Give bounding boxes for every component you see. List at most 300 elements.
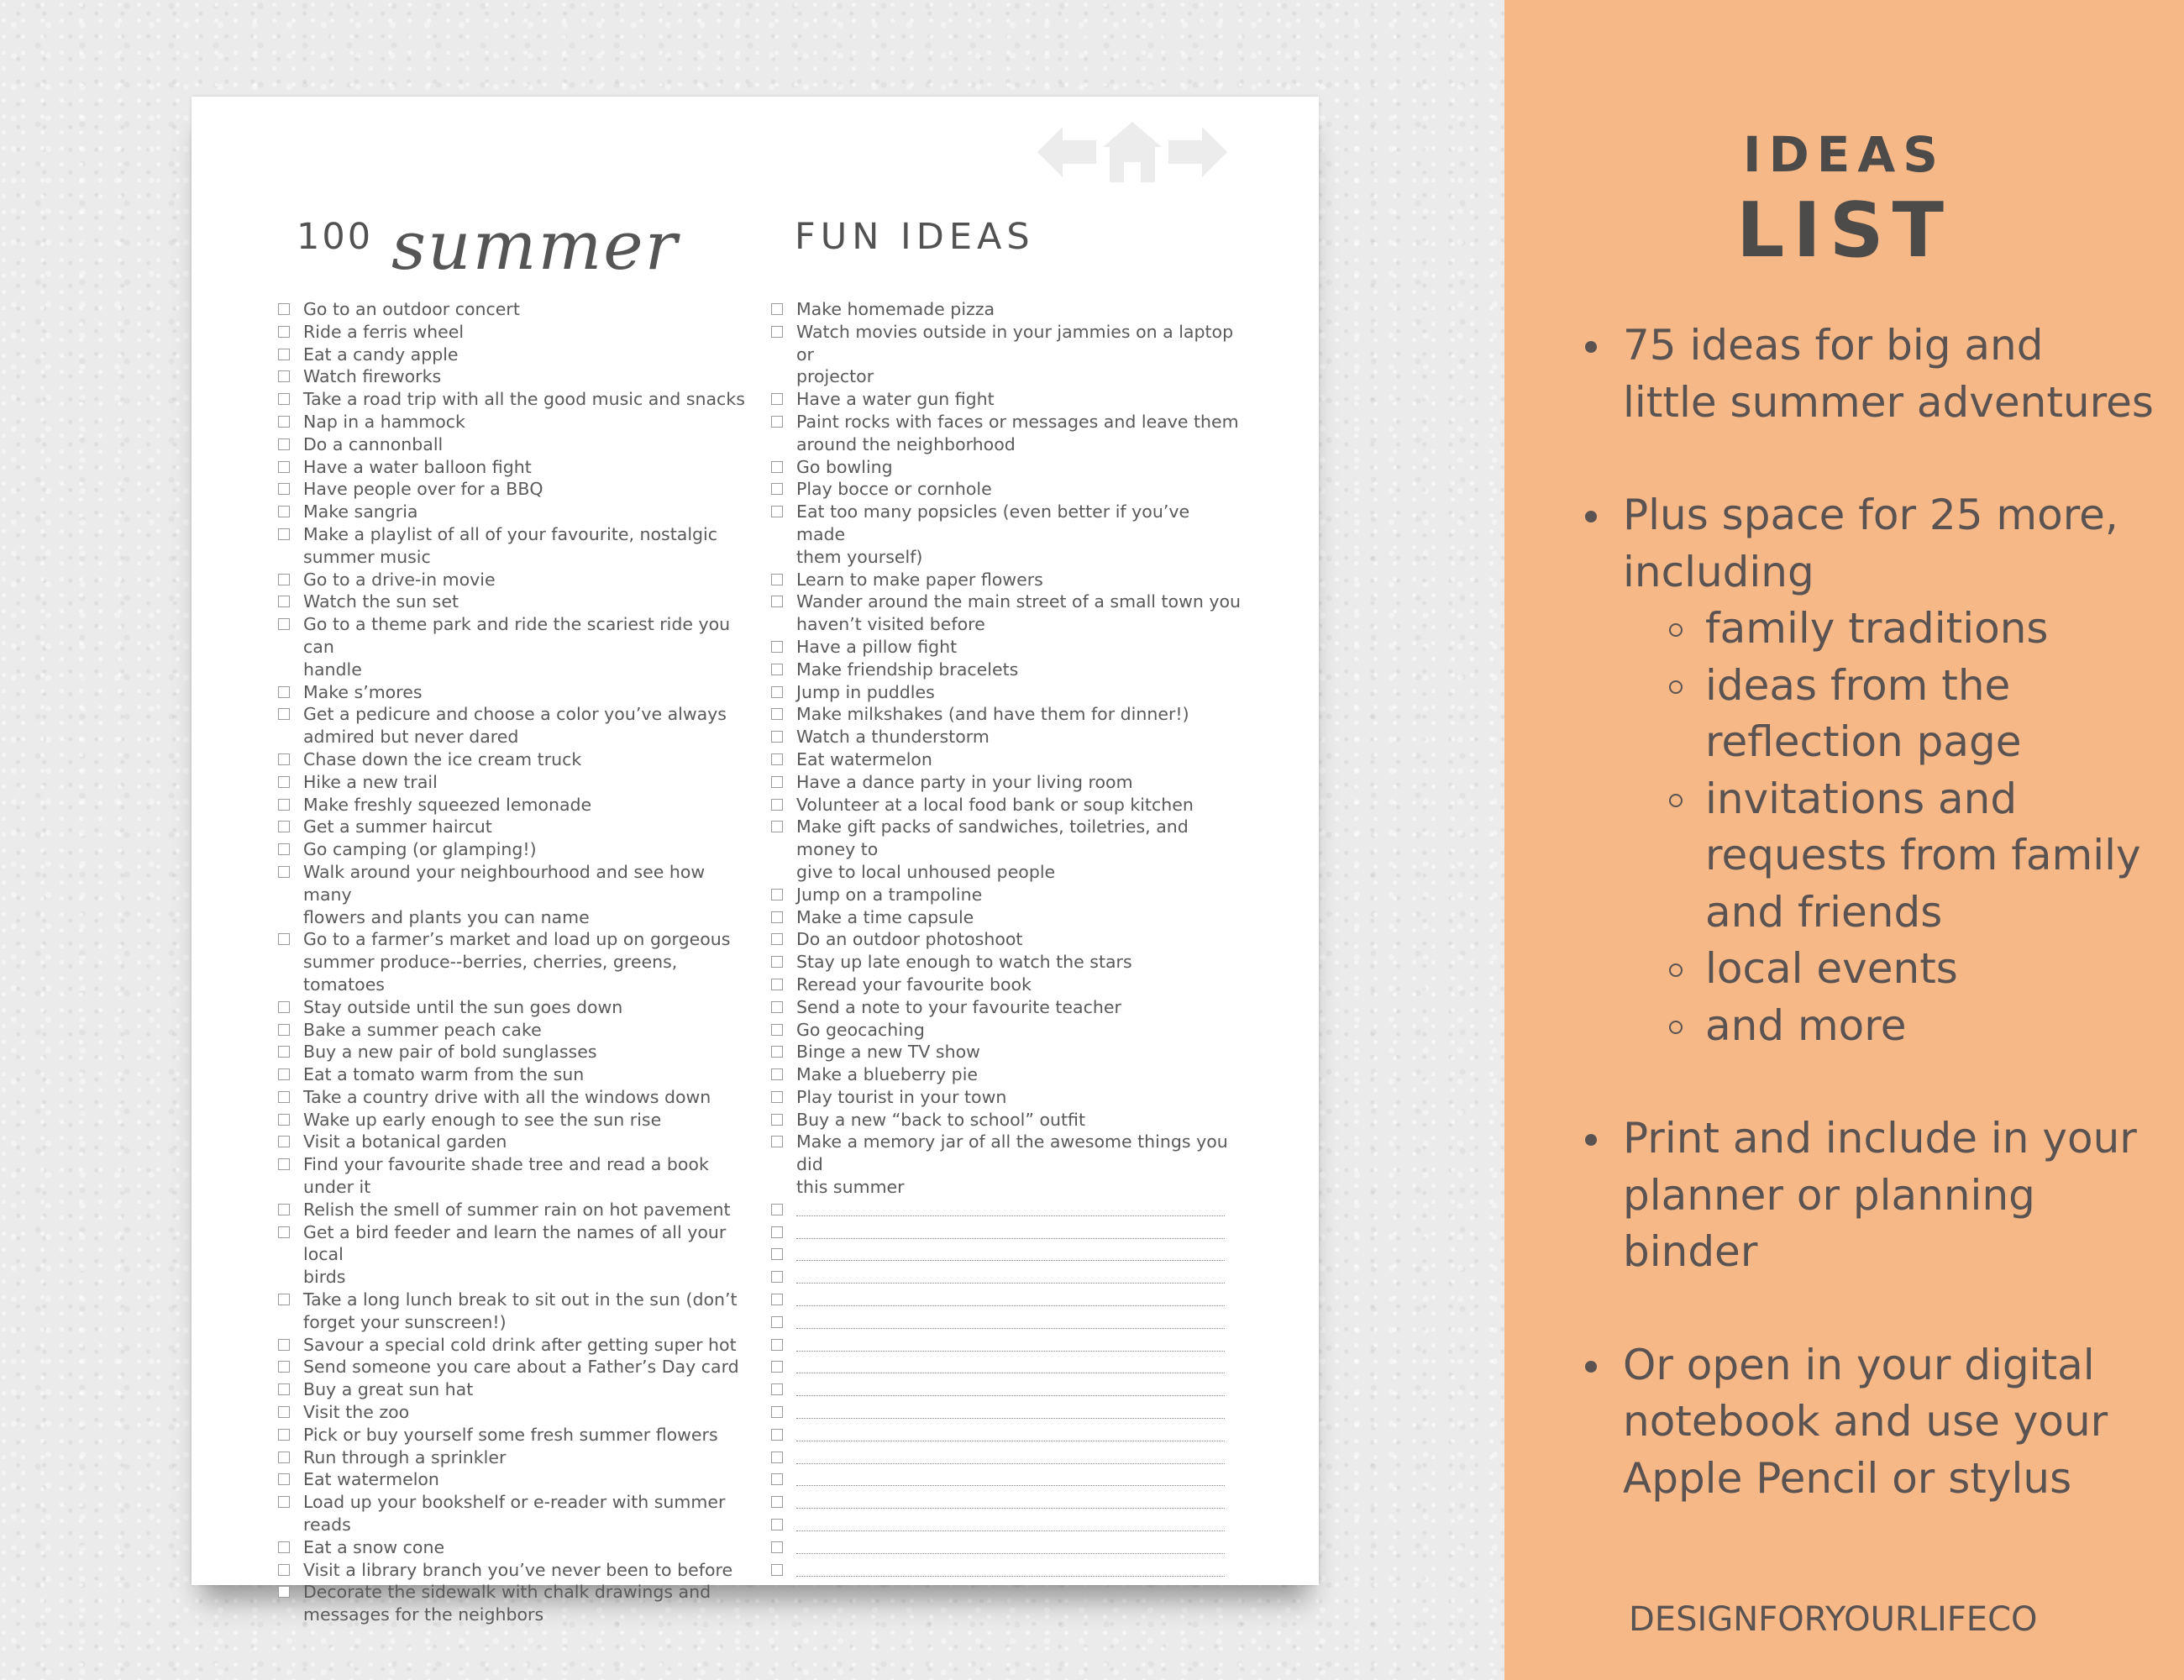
- checkbox[interactable]: [278, 821, 290, 832]
- idea-item: [771, 591, 1242, 636]
- dotted-write-line: [796, 1463, 1225, 1464]
- idea-item: [278, 1289, 748, 1334]
- idea-text: Have a water balloon fight: [303, 456, 532, 477]
- dotted-write-line: [796, 1418, 1225, 1419]
- blank-idea-line[interactable]: [771, 1514, 1242, 1536]
- idea-text: forget your sunscreen!): [303, 1311, 507, 1332]
- bullet-dot-icon: [1585, 1361, 1597, 1373]
- idea-text: Have a dance party in your living room: [796, 771, 1133, 792]
- idea-text: Make sangria: [303, 501, 418, 522]
- checkbox[interactable]: [771, 1046, 783, 1058]
- idea-item: [771, 771, 1242, 794]
- idea-text: flowers and plants you can name: [303, 906, 590, 927]
- checkbox[interactable]: [771, 1429, 783, 1441]
- checkbox[interactable]: [278, 1406, 290, 1418]
- blank-idea-line[interactable]: [771, 1289, 1242, 1311]
- idea-item: [278, 456, 748, 479]
- bullet-dot-icon: [1585, 1134, 1597, 1146]
- checkbox[interactable]: [771, 933, 783, 945]
- idea-item: [278, 591, 748, 613]
- idea-text: Stay outside until the sun goes down: [303, 996, 623, 1017]
- idea-text: Have a water gun fight: [796, 389, 995, 410]
- idea-item: [771, 906, 1242, 929]
- checkbox[interactable]: [771, 1316, 783, 1328]
- checkbox[interactable]: [771, 911, 783, 923]
- idea-text: Send a note to your favourite teacher: [796, 996, 1121, 1017]
- idea-item: [278, 1468, 748, 1491]
- idea-text: Get a bird feeder and learn the names of all your local: [303, 1221, 727, 1265]
- bullet-ideas-count: 75 ideas for big and little summer adventures: [1585, 318, 2173, 431]
- dotted-write-line: [796, 1395, 1225, 1396]
- checkbox[interactable]: [278, 326, 290, 338]
- blank-idea-line[interactable]: [771, 1266, 1242, 1289]
- idea-item: [278, 298, 748, 321]
- checkbox[interactable]: [771, 483, 783, 495]
- blank-idea-line[interactable]: [771, 1311, 1242, 1334]
- idea-text: Decorate the sidewalk with chalk drawings and: [303, 1582, 711, 1603]
- blank-idea-line[interactable]: [771, 1491, 1242, 1514]
- idea-item: [278, 1221, 748, 1289]
- idea-text: Eat a candy apple: [303, 344, 459, 365]
- dotted-write-line: [796, 1485, 1225, 1486]
- idea-item: [771, 298, 1242, 321]
- idea-item: [278, 1491, 748, 1536]
- idea-text: Go to a theme park and ride the scariest ride you can: [303, 614, 731, 657]
- checkbox[interactable]: [278, 1204, 290, 1215]
- idea-text: Bake a summer peach cake: [303, 1019, 542, 1040]
- idea-text: Make gift packs of sandwiches, toiletries, and money to: [796, 816, 1189, 860]
- idea-text: Eat watermelon: [796, 748, 932, 769]
- hollow-bullet-icon: [1669, 963, 1683, 977]
- idea-text: Savour a special cold drink after getting super hot: [303, 1334, 737, 1355]
- checkbox[interactable]: [278, 618, 290, 630]
- idea-text: admired but never dared: [303, 727, 519, 748]
- idea-item: [278, 1131, 748, 1153]
- checkbox[interactable]: [771, 686, 783, 698]
- idea-item: [278, 816, 748, 838]
- idea-text: Find your favourite shade tree and read a book under it: [303, 1154, 709, 1198]
- idea-text: Play bocce or cornhole: [796, 479, 992, 500]
- blank-idea-line[interactable]: [771, 1221, 1242, 1244]
- idea-text: Buy a new pair of bold sunglasses: [303, 1042, 597, 1063]
- checkbox[interactable]: [771, 326, 783, 338]
- idea-item: [771, 388, 1242, 411]
- idea-item: [278, 523, 748, 569]
- idea-text: projector: [796, 366, 874, 387]
- idea-item: [771, 1041, 1242, 1063]
- idea-text: Visit a botanical garden: [303, 1131, 507, 1152]
- idea-item: [278, 928, 748, 995]
- idea-item: [278, 569, 748, 591]
- sub-bullet-item: ideas from the reflection page: [1585, 658, 2173, 771]
- title-script-word: summer: [391, 207, 679, 285]
- idea-text: Take a long lunch break to sit out in the sun (don’t: [303, 1289, 738, 1310]
- hollow-bullet-icon: [1669, 794, 1683, 807]
- checkbox[interactable]: [278, 753, 290, 765]
- blank-idea-line[interactable]: [771, 1378, 1242, 1401]
- idea-text: haven’t visited before: [796, 614, 985, 635]
- idea-item: [771, 1063, 1242, 1086]
- idea-text: Go geocaching: [796, 1019, 925, 1040]
- idea-text: Watch fireworks: [303, 366, 442, 387]
- idea-item: [278, 411, 748, 433]
- checkbox[interactable]: [278, 1541, 290, 1553]
- checkbox[interactable]: [278, 1226, 290, 1238]
- bullet-print: Print and include in your planner or planning binder: [1585, 1110, 2173, 1281]
- idea-text: Watch the sun set: [303, 591, 459, 612]
- checkbox[interactable]: [278, 933, 290, 945]
- idea-item: [278, 996, 748, 1019]
- checkbox[interactable]: [771, 1294, 783, 1305]
- idea-item: [278, 1581, 748, 1626]
- checkbox[interactable]: [771, 1496, 783, 1508]
- idea-text: them yourself): [796, 546, 923, 567]
- idea-item: [771, 636, 1242, 659]
- idea-text: Eat watermelon: [303, 1469, 439, 1490]
- idea-item: [771, 321, 1242, 388]
- idea-item: [771, 681, 1242, 704]
- idea-item: [771, 569, 1242, 591]
- idea-text: Send someone you care about a Father’s Day card: [303, 1357, 739, 1378]
- checkbox[interactable]: [278, 370, 290, 382]
- idea-item: [771, 928, 1242, 951]
- dotted-write-line: [796, 1283, 1225, 1284]
- checkbox[interactable]: [278, 1473, 290, 1485]
- idea-text: Have people over for a BBQ: [303, 479, 543, 500]
- checkbox[interactable]: [278, 1564, 290, 1576]
- checkbox[interactable]: [278, 303, 290, 315]
- idea-item: [278, 748, 748, 771]
- checkbox[interactable]: [278, 1091, 290, 1103]
- checkbox[interactable]: [771, 1473, 783, 1485]
- checkbox[interactable]: [771, 461, 783, 473]
- dotted-write-line: [796, 1328, 1225, 1329]
- checkbox[interactable]: [278, 1001, 290, 1013]
- idea-item: [771, 951, 1242, 974]
- idea-item: [771, 1131, 1242, 1198]
- idea-text: Go camping (or glamping!): [303, 839, 537, 860]
- idea-text: Stay up late enough to watch the stars: [796, 952, 1132, 973]
- dotted-write-line: [796, 1530, 1225, 1531]
- checkbox[interactable]: [771, 956, 783, 968]
- idea-text: Eat a tomato warm from the sun: [303, 1064, 585, 1085]
- checkbox[interactable]: [771, 1383, 783, 1395]
- sub-bullet-item: local events: [1585, 941, 2173, 998]
- checkbox[interactable]: [278, 1586, 290, 1598]
- idea-text: Eat a snow cone: [303, 1536, 445, 1557]
- checkbox[interactable]: [278, 483, 290, 495]
- idea-item: [278, 388, 748, 411]
- idea-item: [278, 344, 748, 366]
- idea-item: [278, 1356, 748, 1378]
- sub-bullet-list: [1585, 601, 2173, 1054]
- checkbox[interactable]: [771, 753, 783, 765]
- checkbox[interactable]: [278, 1046, 290, 1058]
- arrow-left-icon[interactable]: [1037, 127, 1096, 177]
- idea-item: [278, 1019, 748, 1042]
- idea-text: Have a pillow fight: [796, 636, 958, 657]
- checkbox[interactable]: [278, 1496, 290, 1508]
- hollow-bullet-icon: [1669, 623, 1683, 637]
- checkbox[interactable]: [278, 843, 290, 855]
- idea-item: [278, 861, 748, 928]
- blank-idea-line[interactable]: [771, 1334, 1242, 1357]
- checkbox[interactable]: [771, 574, 783, 585]
- idea-text: Go to an outdoor concert: [303, 299, 520, 319]
- idea-text: Make freshly squeezed lemonade: [303, 794, 592, 815]
- checkbox[interactable]: [771, 393, 783, 405]
- idea-text: Watch a thunderstorm: [796, 727, 990, 748]
- dotted-write-line: [796, 1576, 1225, 1577]
- checkbox[interactable]: [278, 393, 290, 405]
- panel-title-list: LIST: [1735, 186, 1953, 275]
- checkbox[interactable]: [771, 1271, 783, 1283]
- idea-text: Make a blueberry pie: [796, 1064, 979, 1085]
- idea-item: [771, 1086, 1242, 1109]
- blank-idea-line[interactable]: [771, 1356, 1242, 1378]
- blank-idea-line[interactable]: [771, 1446, 1242, 1469]
- idea-text: Wake up early enough to see the sun rise: [303, 1109, 662, 1130]
- checkbox[interactable]: [771, 1248, 783, 1260]
- checkbox[interactable]: [771, 708, 783, 720]
- idea-text: Volunteer at a local food bank or soup kitchen: [796, 794, 1194, 815]
- checkbox[interactable]: [278, 1429, 290, 1441]
- checkbox[interactable]: [771, 1519, 783, 1530]
- blank-idea-line[interactable]: [771, 1199, 1242, 1221]
- checkbox[interactable]: [771, 1068, 783, 1080]
- checkbox[interactable]: [278, 1136, 290, 1147]
- idea-item: [771, 659, 1242, 681]
- idea-item: [278, 1378, 748, 1401]
- dotted-write-line: [796, 1260, 1225, 1261]
- dotted-write-line: [796, 1238, 1225, 1239]
- idea-item: [278, 365, 748, 388]
- idea-text: Jump in puddles: [796, 681, 935, 702]
- checkbox[interactable]: [771, 416, 783, 428]
- dotted-write-line: [796, 1553, 1225, 1554]
- idea-text: Nap in a hammock: [303, 411, 465, 432]
- idea-item: [771, 884, 1242, 906]
- checkbox[interactable]: [278, 776, 290, 788]
- checkbox[interactable]: [771, 664, 783, 675]
- checkbox[interactable]: [771, 889, 783, 900]
- checkbox[interactable]: [771, 731, 783, 743]
- checkbox[interactable]: [278, 1114, 290, 1126]
- idea-item: [771, 794, 1242, 816]
- checkbox[interactable]: [278, 461, 290, 473]
- idea-text: Binge a new TV show: [796, 1042, 980, 1063]
- checkbox[interactable]: [771, 1226, 783, 1238]
- idea-text: Run through a sprinkler: [303, 1446, 507, 1467]
- idea-text: Go bowling: [796, 456, 893, 477]
- title-number: 100: [297, 216, 374, 258]
- checkbox[interactable]: [278, 866, 290, 878]
- checkbox[interactable]: [771, 1361, 783, 1373]
- idea-item: [278, 794, 748, 816]
- blank-idea-line[interactable]: [771, 1243, 1242, 1266]
- sub-bullet-item: and more: [1585, 998, 2173, 1055]
- checkbox[interactable]: [771, 1541, 783, 1553]
- blank-idea-line[interactable]: [771, 1559, 1242, 1582]
- idea-item: [771, 501, 1242, 568]
- bullet-space-more: Plus space for 25 more, including: [1585, 487, 2173, 601]
- checkbox[interactable]: [771, 821, 783, 832]
- checkbox[interactable]: [278, 1068, 290, 1080]
- idea-text: Chase down the ice cream truck: [303, 748, 582, 769]
- hollow-bullet-icon: [1669, 680, 1683, 694]
- checkbox[interactable]: [771, 1024, 783, 1036]
- blank-idea-line[interactable]: [771, 1536, 1242, 1559]
- idea-item: [278, 1334, 748, 1357]
- checkbox[interactable]: [278, 1361, 290, 1373]
- idea-text: Ride a ferris wheel: [303, 321, 465, 342]
- idea-item: [278, 1536, 748, 1559]
- checkbox[interactable]: [771, 979, 783, 990]
- idea-text: Relish the smell of summer rain on hot pavement: [303, 1199, 731, 1220]
- idea-item: [278, 478, 748, 501]
- idea-item: [771, 456, 1242, 479]
- checkbox[interactable]: [771, 1001, 783, 1013]
- checkbox[interactable]: [278, 596, 290, 607]
- ideas-column-right: [771, 298, 1242, 1581]
- idea-text: this summer: [796, 1177, 905, 1198]
- idea-text: Pick or buy yourself some fresh summer flowers: [303, 1424, 718, 1445]
- idea-item: [278, 681, 748, 704]
- idea-item: [278, 1559, 748, 1582]
- idea-text: Eat too many popsicles (even better if you’ve made: [796, 501, 1190, 544]
- idea-item: [771, 816, 1242, 883]
- checkbox[interactable]: [278, 438, 290, 450]
- checkbox[interactable]: [278, 1339, 290, 1351]
- checkbox[interactable]: [278, 528, 290, 540]
- idea-text: Get a pedicure and choose a color you’ve always: [303, 704, 727, 725]
- idea-item: [278, 1086, 748, 1109]
- idea-item: [771, 726, 1242, 748]
- idea-item: [771, 703, 1242, 726]
- idea-item: [278, 1424, 748, 1446]
- home-icon[interactable]: [1103, 122, 1162, 182]
- idea-text: Take a road trip with all the good music and snacks: [303, 389, 745, 410]
- idea-text: Buy a great sun hat: [303, 1379, 474, 1400]
- idea-text: Jump on a trampoline: [796, 884, 983, 905]
- checkbox[interactable]: [278, 1383, 290, 1395]
- idea-item: [278, 838, 748, 861]
- idea-text: Go to a farmer’s market and load up on gorgeous: [303, 929, 731, 950]
- checkbox[interactable]: [771, 303, 783, 315]
- checkbox[interactable]: [771, 1114, 783, 1126]
- idea-item: [771, 1019, 1242, 1042]
- idea-text: Do an outdoor photoshoot: [796, 929, 1023, 950]
- idea-text: birds: [303, 1267, 346, 1288]
- checkbox[interactable]: [771, 1204, 783, 1215]
- idea-text: Make a time capsule: [796, 906, 974, 927]
- idea-text: summer music: [303, 546, 431, 567]
- idea-text: Make friendship bracelets: [796, 659, 1019, 680]
- arrow-right-icon[interactable]: [1168, 127, 1227, 177]
- checkbox[interactable]: [278, 1158, 290, 1170]
- sub-bullet-item: invitations and requests from family and friends: [1585, 771, 2173, 942]
- idea-item: [278, 703, 748, 748]
- idea-item: [278, 1109, 748, 1131]
- idea-item: [278, 433, 748, 456]
- checkbox[interactable]: [771, 799, 783, 811]
- idea-text: handle: [303, 659, 362, 680]
- idea-text: Learn to make paper flowers: [796, 569, 1043, 590]
- idea-item: [771, 1109, 1242, 1131]
- checkbox[interactable]: [278, 1294, 290, 1305]
- dotted-write-line: [796, 1508, 1225, 1509]
- idea-text: Take a country drive with all the windows down: [303, 1086, 711, 1107]
- idea-item: [278, 501, 748, 523]
- feature-bullets: [1585, 318, 2173, 1507]
- idea-text: Make milkshakes (and have them for dinner!): [796, 704, 1189, 725]
- checkbox[interactable]: [771, 506, 783, 517]
- idea-text: Reread your favourite book: [796, 974, 1032, 995]
- idea-text: Make s’mores: [303, 681, 423, 702]
- checkbox[interactable]: [771, 1564, 783, 1576]
- checkbox[interactable]: [278, 1024, 290, 1036]
- idea-item: [278, 771, 748, 794]
- checkbox[interactable]: [771, 596, 783, 607]
- checkbox[interactable]: [771, 776, 783, 788]
- checkbox[interactable]: [278, 1452, 290, 1463]
- idea-item: [278, 1199, 748, 1221]
- checkbox[interactable]: [278, 506, 290, 517]
- idea-text: Paint rocks with faces or messages and leave them: [796, 411, 1239, 432]
- checkbox[interactable]: [771, 1136, 783, 1147]
- idea-item: [278, 1446, 748, 1469]
- brand-name: DESIGNFORYOURLIFECO: [1629, 1600, 2038, 1639]
- idea-text: summer produce--berries, cherries, greens, tomatoes: [303, 952, 678, 995]
- idea-text: Go to a drive-in movie: [303, 569, 496, 590]
- idea-text: Make a playlist of all of your favourite, nostalgic: [303, 523, 718, 544]
- hollow-bullet-icon: [1669, 1021, 1683, 1034]
- idea-item: [278, 1063, 748, 1086]
- blank-idea-line[interactable]: [771, 1468, 1242, 1491]
- checkbox[interactable]: [278, 708, 290, 720]
- checkbox[interactable]: [771, 1339, 783, 1351]
- idea-text: around the neighborhood: [796, 433, 1016, 454]
- idea-text: Walk around your neighbourhood and see how many: [303, 861, 706, 905]
- info-panel: [1504, 0, 2184, 1680]
- idea-item: [278, 321, 748, 344]
- idea-item: [278, 1153, 748, 1199]
- idea-text: Watch movies outside in your jammies on a laptop or: [796, 321, 1234, 365]
- idea-text: Load up your bookshelf or e-reader with summer reads: [303, 1492, 726, 1536]
- idea-item: [771, 974, 1242, 996]
- checkbox[interactable]: [771, 1406, 783, 1418]
- checkbox[interactable]: [278, 574, 290, 585]
- idea-text: Buy a new “back to school” outfit: [796, 1109, 1086, 1130]
- idea-text: Do a cannonball: [303, 433, 444, 454]
- blank-idea-line[interactable]: [771, 1401, 1242, 1424]
- checkbox[interactable]: [771, 641, 783, 653]
- title-fun-ideas: FUN IDEAS: [795, 216, 1035, 258]
- idea-item: [278, 1401, 748, 1424]
- checkbox[interactable]: [278, 349, 290, 360]
- checkbox[interactable]: [278, 416, 290, 428]
- checkbox[interactable]: [771, 1452, 783, 1463]
- checkbox[interactable]: [278, 686, 290, 698]
- idea-item: [771, 996, 1242, 1019]
- idea-item: [278, 1041, 748, 1063]
- idea-text: messages for the neighbors: [303, 1604, 544, 1625]
- checkbox[interactable]: [278, 799, 290, 811]
- panel-title-ideas: IDEAS: [1742, 126, 1945, 183]
- dotted-write-line: [796, 1305, 1225, 1306]
- checkbox[interactable]: [771, 1091, 783, 1103]
- blank-idea-line[interactable]: [771, 1424, 1242, 1446]
